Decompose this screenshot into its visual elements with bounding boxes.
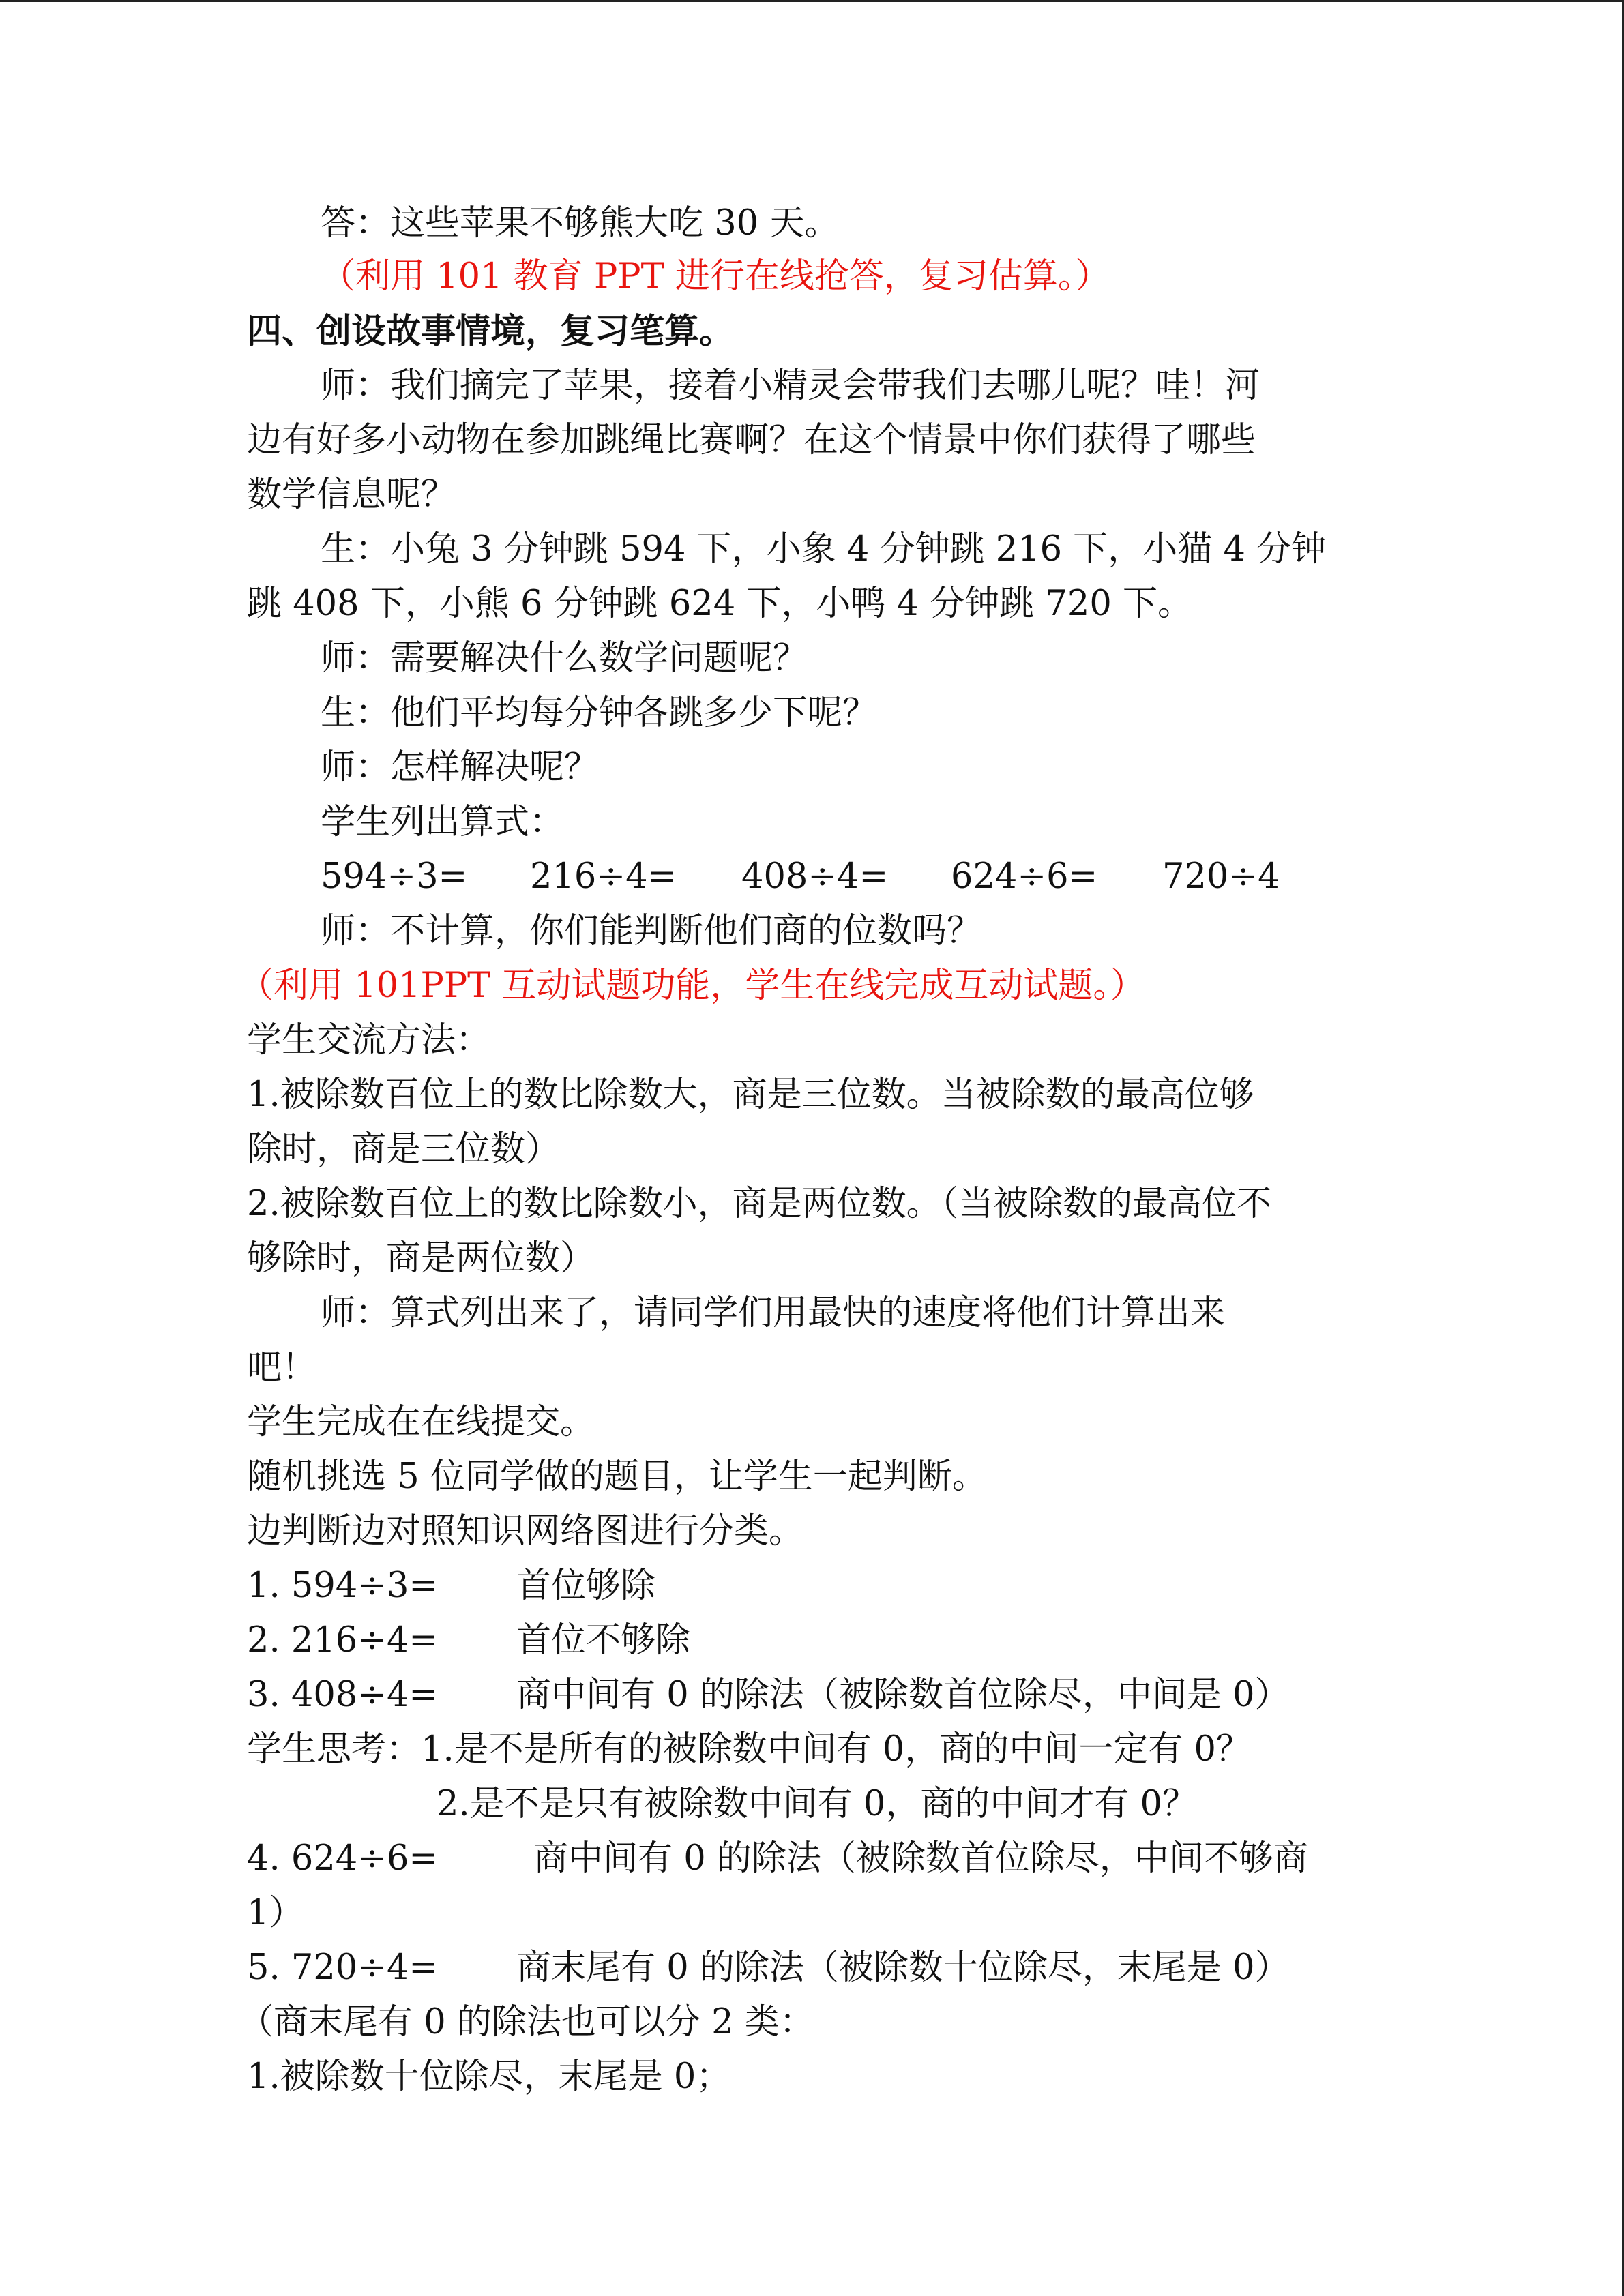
body-line: 跳 408 下，小熊 6 分钟跳 624 下，小鸭 4 分钟跳 720 下。 [247,584,1193,624]
teacher-line-3: 师：怎样解决呢？ [321,747,600,788]
section-heading: 四、创设故事情境，复习笔算。 [247,311,735,352]
classified-desc: 首位不够除 [516,1620,691,1660]
classified-item [247,1675,1406,1716]
body-line: 学生完成在在线提交。 [247,1402,595,1442]
student-line-2: 生：他们平均每分钟各跳多少下呢？ [321,693,878,733]
body-line: 边判断边对照知识网络图进行分类。 [247,1511,804,1551]
classified-item [247,1948,1406,1988]
body-line: 数学信息呢？ [247,475,456,515]
teacher-line-1: 师：我们摘完了苹果，接着小精灵会带我们去哪儿呢？哇！河 [321,366,1260,406]
body-line: 1） [247,1893,304,1933]
student-equations-intro: 学生列出算式： [321,802,565,842]
classified-desc: 商中间有 0 的除法（被除数首位除尽，中间是 0） [516,1675,1290,1715]
teacher-line-2: 师：需要解决什么数学问题呢？ [321,638,808,679]
classified-expr: 2. 216÷4= [247,1620,439,1660]
student-thinking: 学生思考：1.是不是所有的被除数中间有 0，商的中间一定有 0？ [247,1729,1251,1770]
body-line: 1.被除数十位除尽，末尾是 0； [247,2057,731,2097]
note-interactive: （利用 101PPT 互动试题功能，学生在线完成互动试题。） [239,966,1145,1006]
equation: 594÷3= [321,856,468,897]
equation: 216÷4= [530,856,677,897]
answer-line: 答：这些苹果不够熊大吃 30 天。 [321,203,840,243]
classified-item [247,1838,1406,1879]
body-line: 边有好多小动物在参加跳绳比赛啊？在这个情景中你们获得了哪些 [247,420,1256,460]
classified-item [247,1566,1406,1607]
classified-expr: 1. 594÷3= [247,1566,439,1606]
method-item: 1.被除数百位上的数比除数大，商是三位数。当被除数的最高位够 [247,1075,1254,1115]
classified-item [247,1620,1406,1661]
classified-desc: 商末尾有 0 的除法（被除数十位除尽，末尾是 0） [516,1948,1290,1988]
body-line: 随机挑选 5 位同学做的题目，让学生一起判断。 [247,1457,987,1497]
method-item: 2.被除数百位上的数比除数小，商是两位数。（当被除数的最高位不 [247,1184,1272,1224]
teacher-line-4: 师：不计算，你们能判断他们商的位数吗？ [321,911,982,951]
teacher-line-5: 师：算式列出来了，请同学们用最快的速度将他们计算出来 [321,1293,1226,1333]
classified-desc: 首位够除 [516,1566,656,1606]
body-line: 吧！ [247,1347,317,1388]
equation-row [321,856,1344,897]
page-top-border [0,0,1624,2]
equation: 624÷6= [951,856,1098,897]
classified-desc: 商中间有 0 的除法（被除数首位除尽，中间不够商 [533,1838,1308,1879]
student-thinking: 2.是不是只有被除数中间有 0，商的中间才有 0？ [437,1784,1197,1824]
classified-expr: 3. 408÷4= [247,1675,439,1715]
classified-expr: 4. 624÷6= [247,1838,439,1879]
body-line: 学生交流方法： [247,1020,491,1060]
body-line: 除时，商是三位数） [247,1129,561,1169]
classified-expr: 5. 720÷4= [247,1948,439,1988]
body-line: （商末尾有 0 的除法也可以分 2 类： [239,2002,814,2042]
note-estimation: （利用 101 教育 PPT 进行在线抢答，复习估算。） [321,256,1110,297]
student-line-1: 生：小兔 3 分钟跳 594 下，小象 4 分钟跳 216 下，小猫 4 分钟 [321,529,1327,569]
equation: 408÷4= [741,856,889,897]
body-line: 够除时，商是两位数） [247,1238,595,1279]
equation: 720÷4 [1162,856,1280,897]
